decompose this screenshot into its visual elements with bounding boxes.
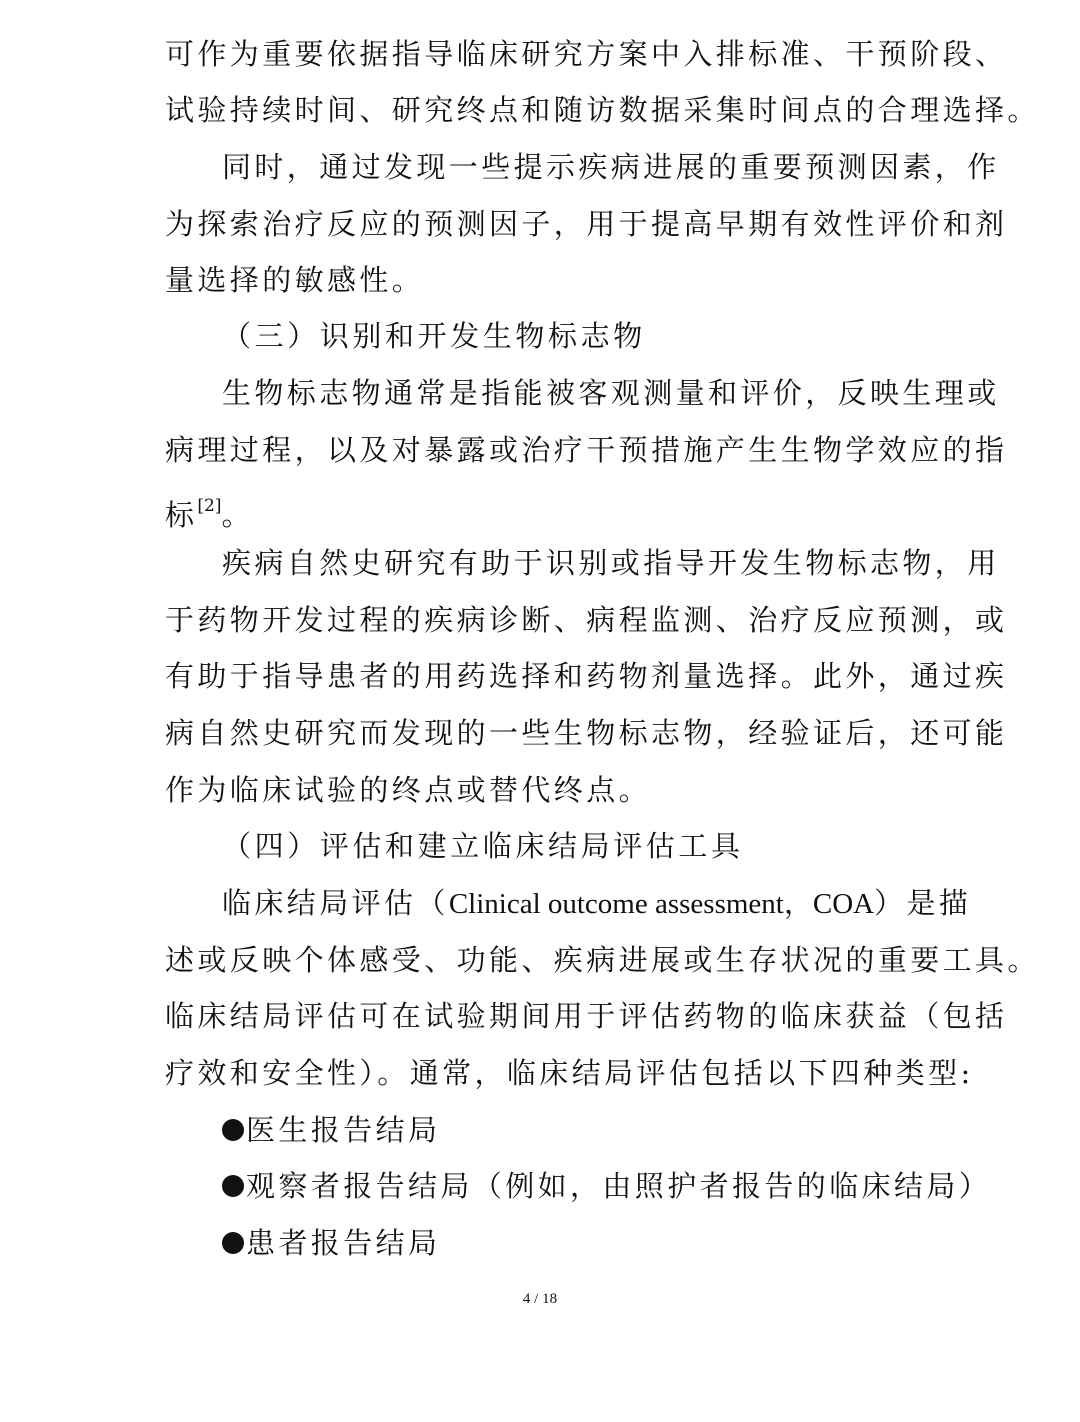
list-item-text: 医生报告结局 xyxy=(246,1113,441,1147)
section-heading-3: （三）识别和开发生物标志物 xyxy=(222,319,646,353)
citation-reference: [2] xyxy=(197,496,222,516)
paragraph-line: 疾病自然史研究有助于识别或指导开发生物标志物，用 xyxy=(222,546,1000,580)
paragraph-line: 病理过程，以及对暴露或治疗干预措施产生生物学效应的指 xyxy=(165,433,1008,467)
paragraph-line: 述或反映个体感受、功能、疾病进展或生存状况的重要工具。 xyxy=(165,943,1040,977)
paragraph-line: 疗效和安全性）。通常，临床结局评估包括以下四种类型: xyxy=(165,1056,974,1090)
section-heading-4: （四）评估和建立临床结局评估工具 xyxy=(222,829,744,863)
paragraph-text-latin: Clinical outcome assessment，COA xyxy=(448,888,875,920)
paragraph-line: 可作为重要依据指导临床研究方案中入排标准、干预阶段、 xyxy=(165,37,1008,71)
paragraph-line: 试验持续时间、研究终点和随访数据采集时间点的合理选择。 xyxy=(165,93,1040,127)
paragraph-line: 生物标志物通常是指能被客观测量和评价，反映生理或 xyxy=(222,376,1000,410)
paragraph-text: 临床结局评估（ xyxy=(222,886,449,920)
paragraph-text: 标 xyxy=(165,498,198,532)
list-item-text: 观察者报告结局（例如，由照护者报告的临床结局） xyxy=(246,1169,992,1203)
bullet-icon xyxy=(222,1232,244,1254)
paragraph-line: 临床结局评估可在试验期间用于评估药物的临床获益（包括 xyxy=(165,999,1008,1033)
list-item-text: 患者报告结局 xyxy=(246,1226,441,1260)
paragraph-line xyxy=(222,883,971,924)
paragraph-line: 同时，通过发现一些提示疾病进展的重要预测因素，作 xyxy=(222,150,1000,184)
paragraph-line: 为探索治疗反应的预测因子，用于提高早期有效性评价和剂 xyxy=(165,207,1008,241)
paragraph-line: 病自然史研究而发现的一些生物标志物，经验证后，还可能 xyxy=(165,716,1008,750)
list-item xyxy=(222,1166,991,1206)
bullet-icon xyxy=(222,1119,244,1141)
paragraph-line: 作为临床试验的终点或替代终点。 xyxy=(165,773,652,807)
list-item xyxy=(222,1110,440,1150)
page-number: 4 / 18 xyxy=(522,1291,558,1307)
paragraph-text: ）是描 xyxy=(874,886,972,920)
paragraph-text: 。 xyxy=(221,498,254,532)
list-item xyxy=(222,1223,440,1263)
bullet-icon xyxy=(222,1175,244,1197)
paragraph-line: 量选择的敏感性。 xyxy=(165,263,425,297)
paragraph-line: 于药物开发过程的疾病诊断、病程监测、治疗反应预测，或 xyxy=(165,603,1008,637)
paragraph-line: 有助于指导患者的用药选择和药物剂量选择。此外，通过疾 xyxy=(165,659,1008,693)
paragraph-line xyxy=(165,486,254,535)
